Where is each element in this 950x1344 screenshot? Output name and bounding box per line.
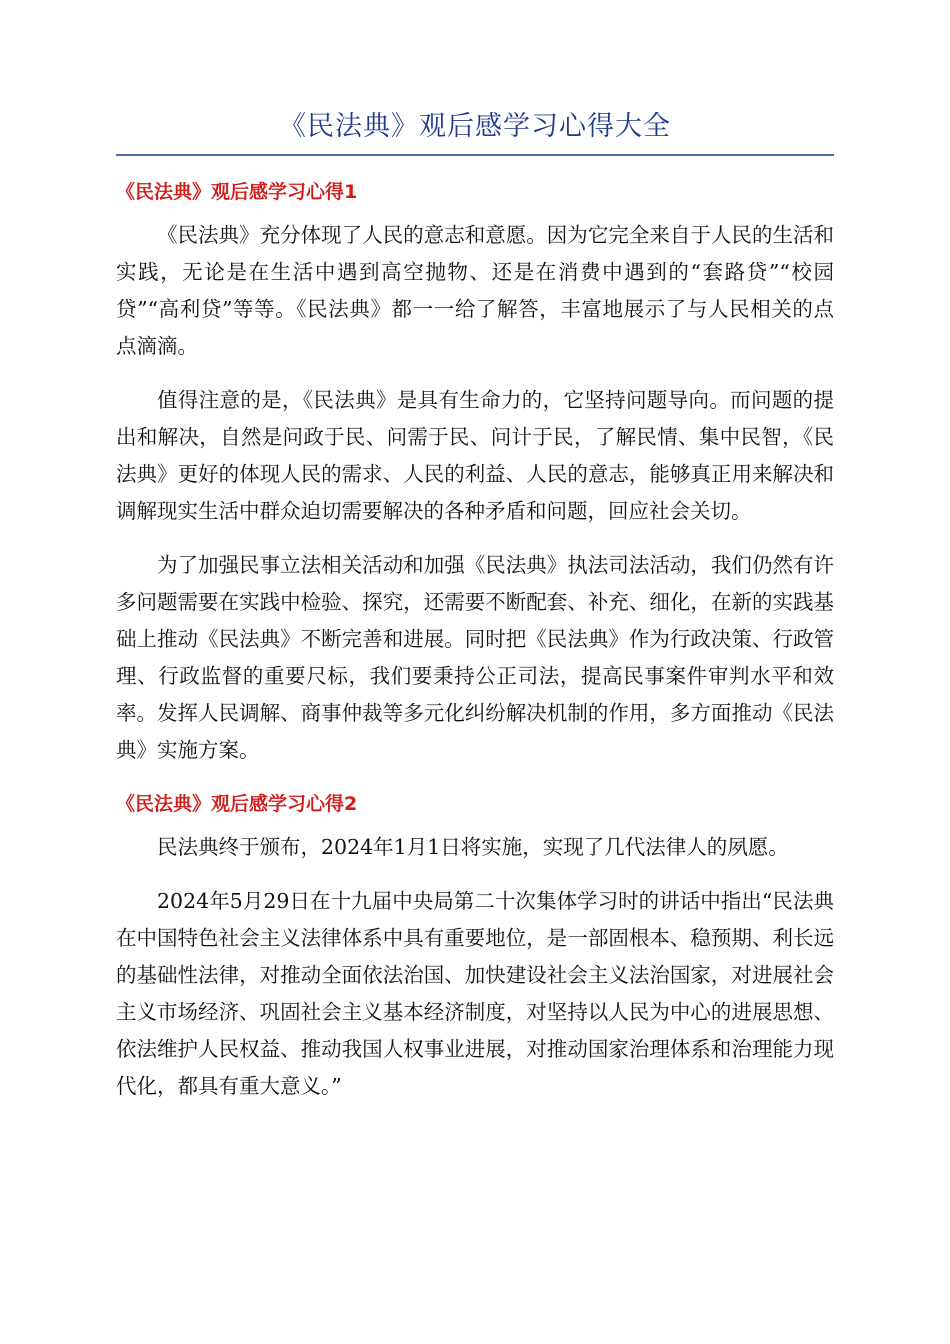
paragraph: 《民法典》充分体现了人民的意志和意愿。因为它完全来自于人民的生活和实践，无论是在生活中遇到高空抛物、还是在消费中遇到的“套路贷”“校园贷”“高利贷”等等。《民法典》都一一给了解答，丰富地展示了与人民相关的点点滴滴。 [116,223,834,358]
paragraph: 值得注意的是，《民法典》是具有生命力的，它坚持问题导向。而问题的提出和解决，自然是问政于民、问需于民、问计于民，了解民情、集中民智，《民法典》更好的体现人民的需求、人民的利益、人民的意志，能够真正用来解决和调解现实生活中群众迫切需要解决的各种矛盾和问题，回应社会关切。 [116,388,834,523]
section-heading: 《民法典》观后感学习心得2 [116,793,358,815]
paragraph: 为了加强民事立法相关活动和加强《民法典》执法司法活动，我们仍然有许多问题需要在实践中检验、探究，还需要不断配套、补充、细化，在新的实践基础上推动《民法典》不断完善和进展。同时把《民法典》作为行政决策、行政管理、行政监督的重要尺标，我们要秉持公正司法，提高民事案件审判水平和效率。发挥人民调解、商事仲裁等多元化纠纷解决机制的作用，多方面推动《民法典》实施方案。 [116,553,834,762]
document-title: 《民法典》观后感学习心得大全 [116,108,834,156]
paragraph: 民法典终于颁布，2024年1月1日将实施，实现了几代法律人的夙愿。 [157,835,789,859]
section-2 [116,790,834,1105]
document-page [116,108,834,1105]
paragraph: 2024年5月29日在十九届中央局第二十次集体学习时的讲话中指出“民法典在中国特色社会主义法律体系中具有重要地位，是一部固根本、稳预期、利长远的基础性法律，对推动全面依法治国、加快建设社会主义法治国家，对进展社会主义市场经济、巩固社会主义基本经济制度，对坚持以人民为中心的进展思想、依法维护人民权益、推动我国人权事业进展，对推动国家治理体系和治理能力现代化，都具有重大意义。” [116,889,834,1098]
section-heading: 《民法典》观后感学习心得1 [116,181,358,203]
section-1 [116,178,834,769]
